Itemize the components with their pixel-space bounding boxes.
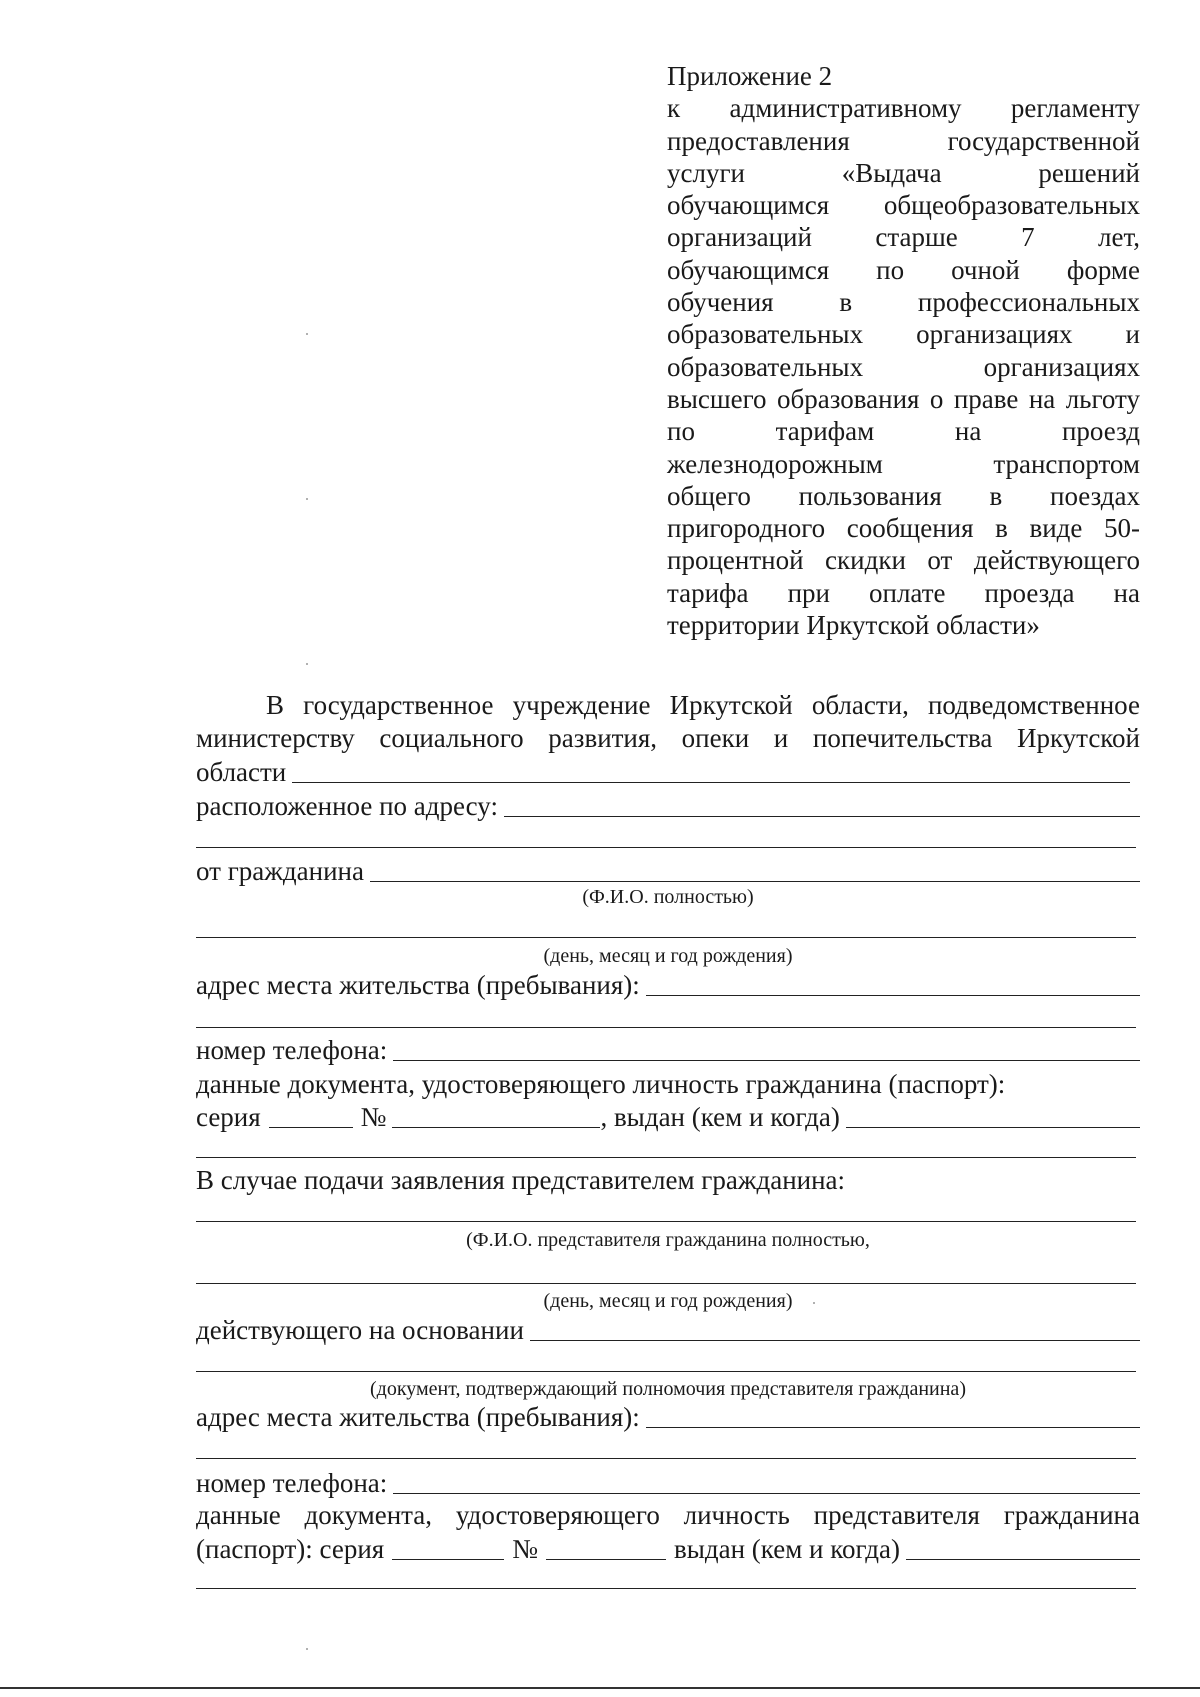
address-field[interactable] <box>504 816 1140 817</box>
appendix-line: тарифа при оплате проезда на <box>667 577 1140 608</box>
appendix-body <box>667 92 1140 641</box>
acting-field[interactable] <box>530 1340 1140 1341</box>
appendix-line-last: территории Иркутской области» <box>667 610 1040 641</box>
acting-label: действующего на основании <box>196 1315 524 1345</box>
appendix-line: обучения в профессиональных <box>667 287 1140 318</box>
issued-field-line-2[interactable] <box>196 1157 1136 1158</box>
series-field[interactable] <box>269 1127 353 1128</box>
appendix-line: процентной скидки от действующего <box>667 545 1140 576</box>
appendix-line: услуги «Выдача решений <box>667 157 1140 188</box>
rep-residence-row <box>196 1401 1140 1433</box>
issued-label: , выдан (кем и когда) <box>600 1102 840 1132</box>
appendix-line: образовательных организациях <box>667 351 1140 382</box>
appendix-line: по тарифам на проезд <box>667 416 1140 447</box>
intro-line-2: министерству социального развития, опеки и попечительства Иркутской <box>196 723 1140 753</box>
rep-heading: В случае подачи заявления представителем гражданина: <box>196 1165 846 1195</box>
caption-rep-birth: (день, месяц и год рождения) <box>543 1290 793 1312</box>
scan-speck <box>306 663 308 665</box>
rep-fio-field[interactable] <box>196 1221 1136 1222</box>
appendix-line: общего пользования в поездах <box>667 480 1140 511</box>
caption-rep-fio: (Ф.И.О. представителя гражданина полностью, <box>466 1229 870 1251</box>
appendix-line: обучающимся общеобразовательных <box>667 190 1140 221</box>
bottom-scan-edge <box>0 1687 1200 1689</box>
appendix-line: пригородного сообщения в виде 50- <box>667 513 1140 544</box>
rep-phone-label: номер телефона: <box>196 1468 388 1498</box>
address-row <box>196 790 1140 822</box>
number-label: № <box>360 1102 387 1132</box>
rep-issued-field-line-2[interactable] <box>196 1588 1136 1589</box>
appendix-title: Приложение 2 <box>667 61 833 91</box>
appendix-line: к административному регламенту <box>667 93 1140 124</box>
caption-authority: (документ, подтверждающий полномочия представителя гражданина) <box>370 1378 966 1400</box>
rep-id-line-1: данные документа, удостоверяющего личность представителя гражданина <box>196 1500 1140 1530</box>
citizen-row <box>196 855 1140 887</box>
scan-speck <box>306 333 308 335</box>
rep-birth-field[interactable] <box>196 1283 1136 1284</box>
rep-residence-field[interactable] <box>646 1427 1140 1428</box>
acting-row <box>196 1314 1140 1346</box>
phone-label: номер телефона: <box>196 1035 388 1065</box>
issued-field[interactable] <box>846 1127 1140 1128</box>
authority-field[interactable] <box>196 1371 1136 1372</box>
address-field-line-2[interactable] <box>196 847 1136 848</box>
rep-issued-field[interactable] <box>906 1559 1140 1560</box>
appendix-line: организаций старше 7 лет, <box>667 222 1140 253</box>
institution-row <box>196 756 1140 788</box>
institution-field[interactable] <box>292 782 1130 783</box>
intro-line-1: В государственное учреждение Иркутской области, подведомственное <box>266 690 1140 720</box>
scan-speck <box>306 1648 308 1650</box>
from-citizen-label: от гражданина <box>196 856 364 886</box>
residence-row <box>196 969 1140 1001</box>
rep-heading-row <box>196 1164 1140 1196</box>
citizen-fio-field[interactable] <box>370 881 1140 882</box>
number-field[interactable] <box>392 1127 600 1128</box>
caption-fio: (Ф.И.О. полностью) <box>582 886 754 908</box>
rep-issued-label: выдан (кем и когда) <box>673 1534 900 1564</box>
institution-label: области <box>196 757 287 787</box>
passport-row <box>196 1101 1140 1133</box>
residence-field[interactable] <box>646 995 1140 996</box>
address-label: расположенное по адресу: <box>196 791 498 821</box>
caption-birth: (день, месяц и год рождения) <box>543 945 793 967</box>
rep-residence-field-line-2[interactable] <box>196 1458 1136 1459</box>
rep-series-field[interactable] <box>392 1559 504 1560</box>
rep-phone-field[interactable] <box>393 1493 1140 1494</box>
rep-residence-label: адрес места жительства (пребывания): <box>196 1402 640 1432</box>
appendix-line: предоставления государственной <box>667 125 1140 156</box>
rep-number-label: № <box>512 1534 538 1564</box>
residence-label: адрес места жительства (пребывания): <box>196 970 640 1000</box>
id-doc-row <box>196 1068 1140 1100</box>
phone-field[interactable] <box>393 1060 1140 1061</box>
rep-passport-row <box>196 1533 1140 1565</box>
birth-date-field[interactable] <box>196 937 1136 938</box>
rep-number-field[interactable] <box>546 1559 666 1560</box>
appendix-line: высшего образования о праве на льготу <box>667 383 1140 414</box>
scan-speck <box>813 1302 815 1304</box>
residence-field-line-2[interactable] <box>196 1027 1136 1028</box>
scan-speck <box>306 498 308 500</box>
rep-passport-series-label: (паспорт): серия <box>196 1534 385 1564</box>
phone-row <box>196 1034 1140 1066</box>
series-label: серия <box>196 1102 261 1132</box>
rep-phone-row <box>196 1467 1140 1499</box>
appendix-header <box>667 60 1140 641</box>
appendix-line: обучающимся по очной форме <box>667 254 1140 285</box>
appendix-line: образовательных организациях и <box>667 319 1140 350</box>
id-doc-label: данные документа, удостоверяющего личность гражданина (паспорт): <box>196 1069 1006 1099</box>
appendix-line: железнодорожным транспортом <box>667 448 1140 479</box>
